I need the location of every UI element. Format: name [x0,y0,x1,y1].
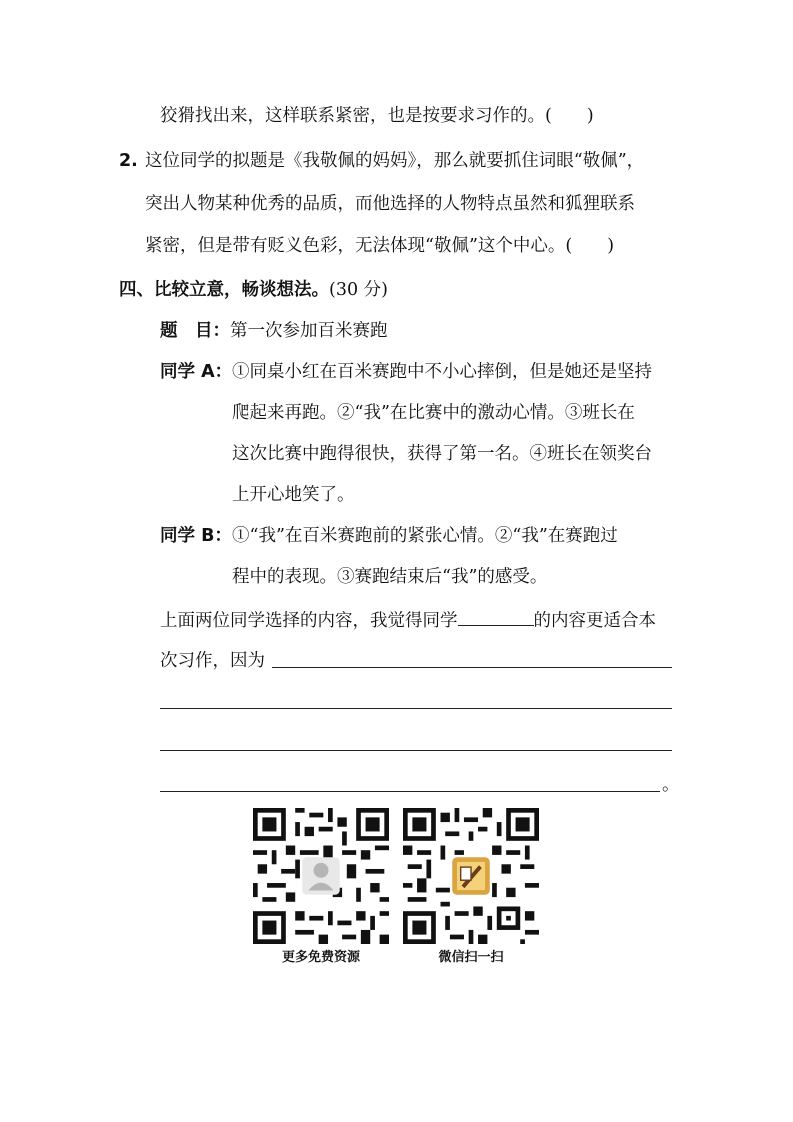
section-4-title: 四、比较立意，畅谈想法。 [119,280,329,300]
student-a-line-3: 这次比赛中跑得很快，获得了第一名。④班长在领奖台 [232,444,652,464]
end-period: 。 [662,775,680,795]
answer-line-3: 突出人物某种优秀的品质，而他选择的人物特点虽然和狐狸联系 [145,194,635,214]
student-a-line-4: 上开心地笑了。 [232,485,355,505]
student-a-line-2: 爬起来再跑。②“我”在比赛中的激动心情。③班长在 [232,403,635,423]
answer-line-2: 这位同学的拟题是《我敬佩的妈妈》，那么就要抓住词眼“敬佩”， [145,151,645,171]
section-4-score: (30 分) [329,280,388,300]
question-part-1: 上面两位同学选择的内容，我觉得同学 [160,611,458,631]
qr-right-label: 微信扫一扫 [438,950,504,965]
answer-rule-3[interactable] [160,750,672,751]
answer-rule-2[interactable] [160,708,672,709]
student-b-line-2: 程中的表现。③赛跑结束后“我”的感受。 [232,567,548,587]
qr-code-left-icon [253,808,389,944]
qr-left-label: 更多免费资源 [281,950,360,965]
answer-rule-4[interactable] [160,791,660,792]
student-b-label: 同学 B： [160,526,232,546]
answer-rule-1[interactable] [272,667,672,668]
qr-code-right-icon [403,808,539,944]
topic-text: 第一次参加百米赛跑 [230,321,388,341]
question-line-2: 次习作，因为 [160,651,265,671]
student-b-line-1: ①“我”在百米赛跑前的紧张心情。②“我”在赛跑过 [232,526,618,546]
answer-blank-student[interactable] [458,605,534,626]
answer-line-4: 紧密，但是带有贬义色彩，无法体现“敬佩”这个中心。( ) [145,236,615,256]
answer-line-1: 狡猾找出来，这样联系紧密，也是按要求习作的。( ) [160,106,594,126]
question-line-1 [160,605,656,634]
topic-line [160,318,388,344]
question-part-2: 的内容更适合本 [533,611,656,631]
item-number-2: 2. [119,151,138,171]
student-a-line-1: ①同桌小红在百米赛跑中不小心摔倒，但是她还是坚持 [232,362,652,382]
section-4-heading [119,277,388,303]
topic-label: 题 目： [160,321,230,341]
student-a-label: 同学 A： [160,362,233,382]
